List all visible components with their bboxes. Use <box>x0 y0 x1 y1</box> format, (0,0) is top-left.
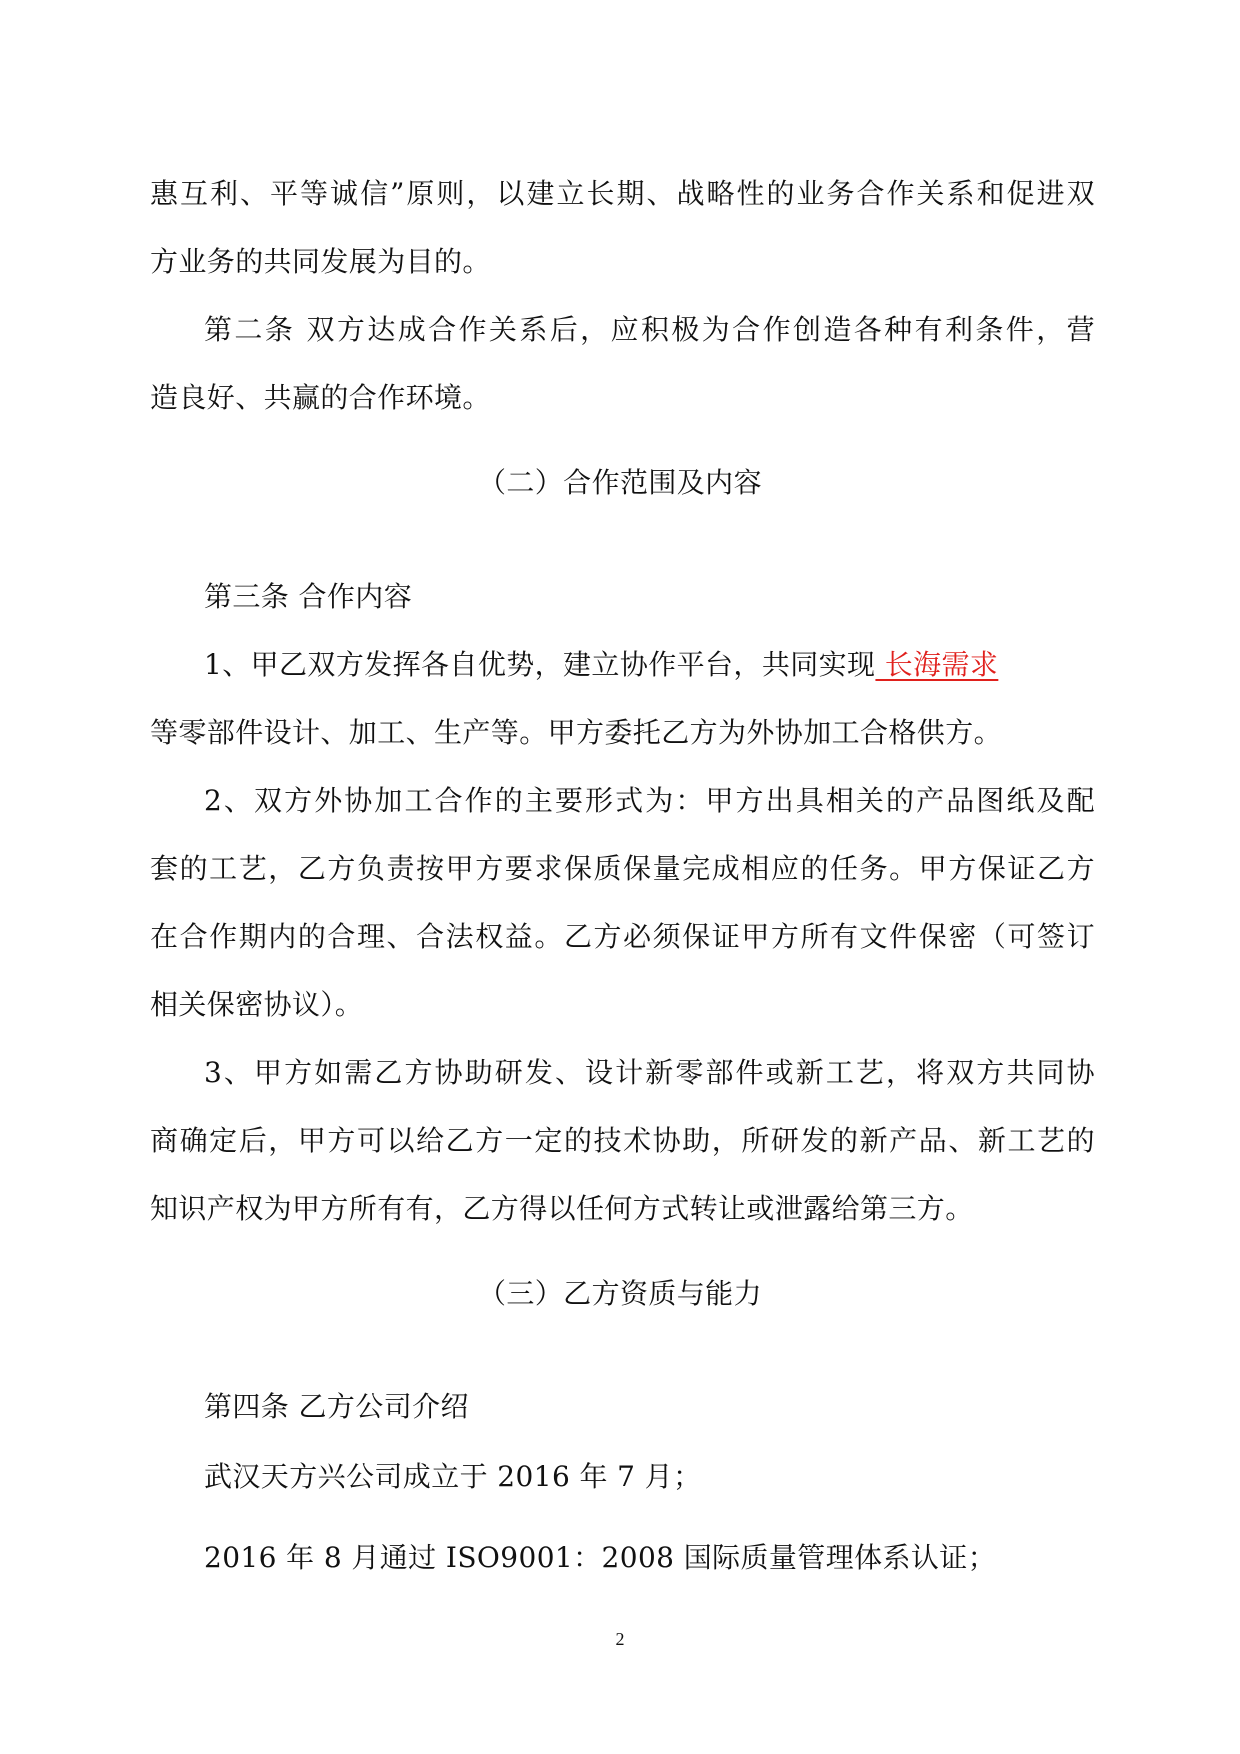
article-3-title: 第三条 合作内容 <box>204 580 413 613</box>
section-heading-3: （三）乙方资质与能力 <box>477 1277 762 1310</box>
paragraph-intro-line-1: 惠互利、平等诚信”原则，以建立长期、战略性的业务合作关系和促进双 <box>150 177 1095 210</box>
item-1-line-1-text: 1、甲乙双方发挥各自优势，建立协作平台，共同实现 <box>204 648 876 681</box>
item-3-line-1: 3、甲方如需乙方协助研发、设计新零部件或新工艺，将双方共同协 <box>204 1056 1095 1089</box>
company-founding-fact: 武汉天方兴公司成立于 2016 年 7 月； <box>204 1460 702 1493</box>
article-2-line-2: 造良好、共赢的合作环境。 <box>150 381 491 414</box>
item-1-line-2: 等零部件设计、加工、生产等。甲方委托乙方为外协加工合格供方。 <box>150 716 1003 749</box>
item-2-line-4: 相关保密协议）。 <box>150 988 364 1021</box>
item-2-line-1: 2、双方外协加工合作的主要形式为：甲方出具相关的产品图纸及配 <box>204 784 1095 817</box>
item-2-line-2: 套的工艺，乙方负责按甲方要求保质保量完成相应的任务。甲方保证乙方 <box>150 852 1095 885</box>
certification-fact: 2016 年 8 月通过 ISO9001：2008 国际质量管理体系认证； <box>204 1541 997 1574</box>
item-2-line-3: 在合作期内的合理、合法权益。乙方必须保证甲方所有文件保密（可签订 <box>150 920 1095 953</box>
item-3-line-3: 知识产权为甲方所有有，乙方得以任何方式转让或泄露给第三方。 <box>150 1192 974 1225</box>
product-name-blank: 长海需求 <box>875 648 999 681</box>
page-number: 2 <box>615 1629 625 1649</box>
section-heading-2: （二）合作范围及内容 <box>477 466 762 499</box>
article-4-title: 第四条 乙方公司介绍 <box>204 1390 469 1423</box>
item-3-line-2: 商确定后，甲方可以给乙方一定的技术协助，所研发的新产品、新工艺的 <box>150 1124 1095 1157</box>
paragraph-intro-line-2: 方业务的共同发展为目的。 <box>150 245 491 278</box>
article-2-line-1: 第二条 双方达成合作关系后，应积极为合作创造各种有利条件，营 <box>204 313 1095 346</box>
item-1-line-1 <box>204 648 998 682</box>
